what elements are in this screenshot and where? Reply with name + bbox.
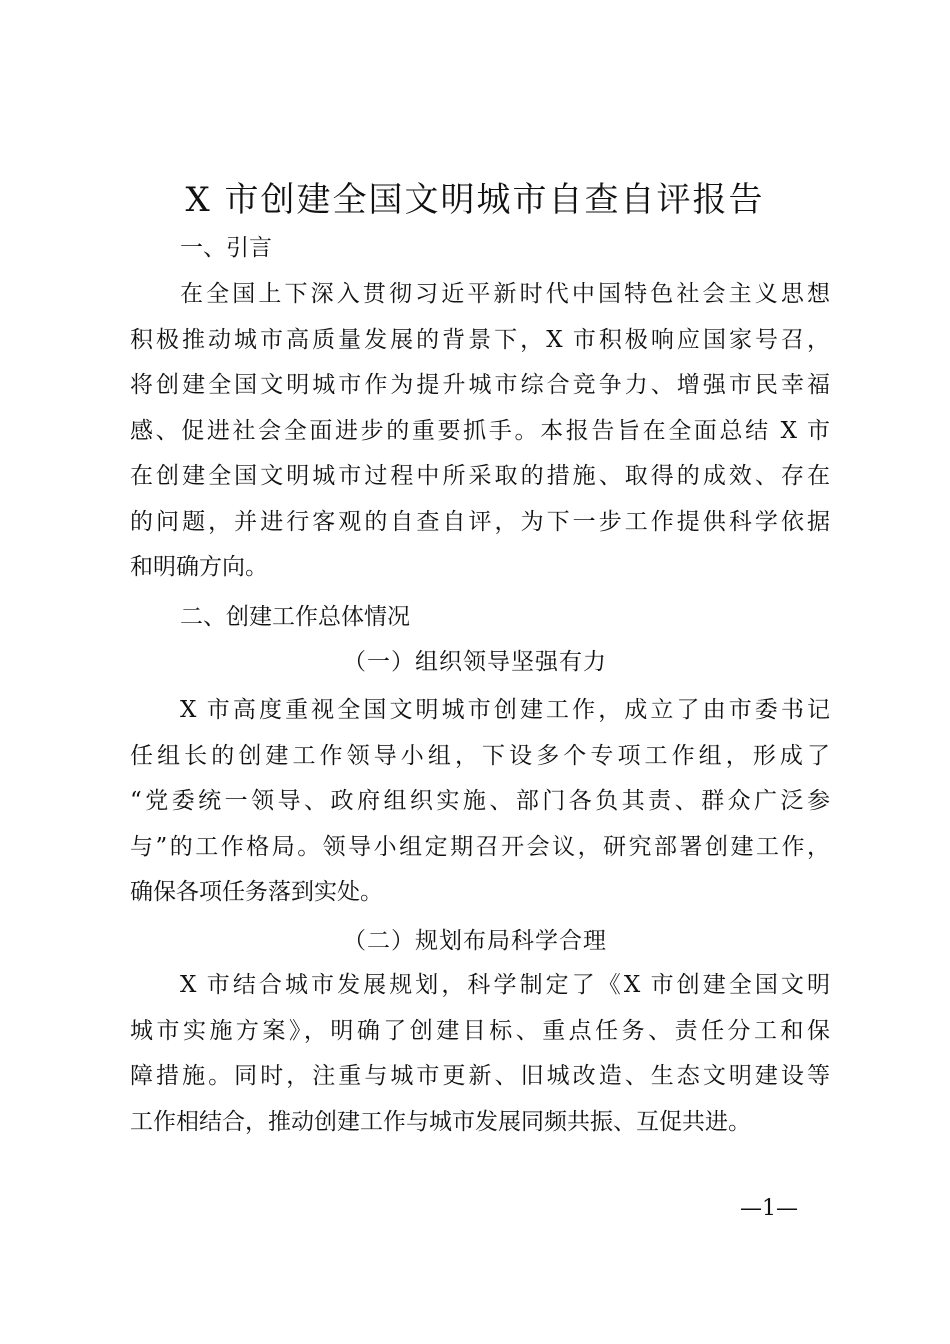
page-number: —1—	[740, 1196, 798, 1221]
paragraph-line: 将创建全国文明城市作为提升城市综合竞争力、增强市民幸福	[130, 372, 830, 398]
subsection-heading-organization: （一）组织领导坚强有力	[343, 649, 607, 675]
document-title: X 市创建全国文明城市自查自评报告	[185, 180, 765, 220]
paragraph-line: 的问题，并进行客观的自查自评，为下一步工作提供科学依据	[130, 508, 830, 535]
paragraph-line: 积极推动城市高质量发展的背景下，X 市积极响应国家号召，	[130, 326, 830, 353]
paragraph-line: 任组长的创建工作领导小组，下设多个专项工作组，形成了	[130, 742, 830, 769]
paragraph-line: 障措施。同时，注重与城市更新、旧城改造、生态文明建设等	[130, 1063, 830, 1089]
paragraph-line: 确保各项任务落到实处。	[130, 879, 383, 905]
paragraph-line: X 市高度重视全国文明城市创建工作，成立了由市委书记	[180, 697, 830, 723]
paragraph-line: 工作相结合，推动创建工作与城市发展同频共振、互促共进。	[130, 1108, 751, 1135]
paragraph-line: “党委统一领导、政府组织实施、部门各负其责、群众广泛参	[130, 788, 830, 814]
paragraph-line: 城市实施方案》，明确了创建目标、重点任务、责任分工和保	[130, 1017, 830, 1044]
organization-paragraph	[130, 688, 830, 916]
subsection-heading-planning: （二）规划布局科学合理	[343, 928, 607, 954]
paragraph-line: X 市结合城市发展规划，科学制定了《X 市创建全国文明	[180, 972, 830, 998]
paragraph-line: 与”的工作格局。领导小组定期召开会议，研究部署创建工作，	[130, 833, 830, 860]
paragraph-line: 在创建全国文明城市过程中所采取的措施、取得的成效、存在	[130, 463, 830, 489]
paragraph-line: 和明确方向。	[130, 554, 268, 580]
paragraph-line: 在全国上下深入贯彻习近平新时代中国特色社会主义思想	[180, 281, 830, 307]
paragraph-line: 感、促进社会全面进步的重要抓手。本报告旨在全面总结 X 市	[130, 417, 830, 444]
section-heading-introduction: 一、引言	[180, 235, 272, 261]
section-heading-overall: 二、创建工作总体情况	[180, 604, 410, 630]
planning-paragraph	[130, 963, 830, 1145]
introduction-paragraph	[130, 272, 830, 591]
